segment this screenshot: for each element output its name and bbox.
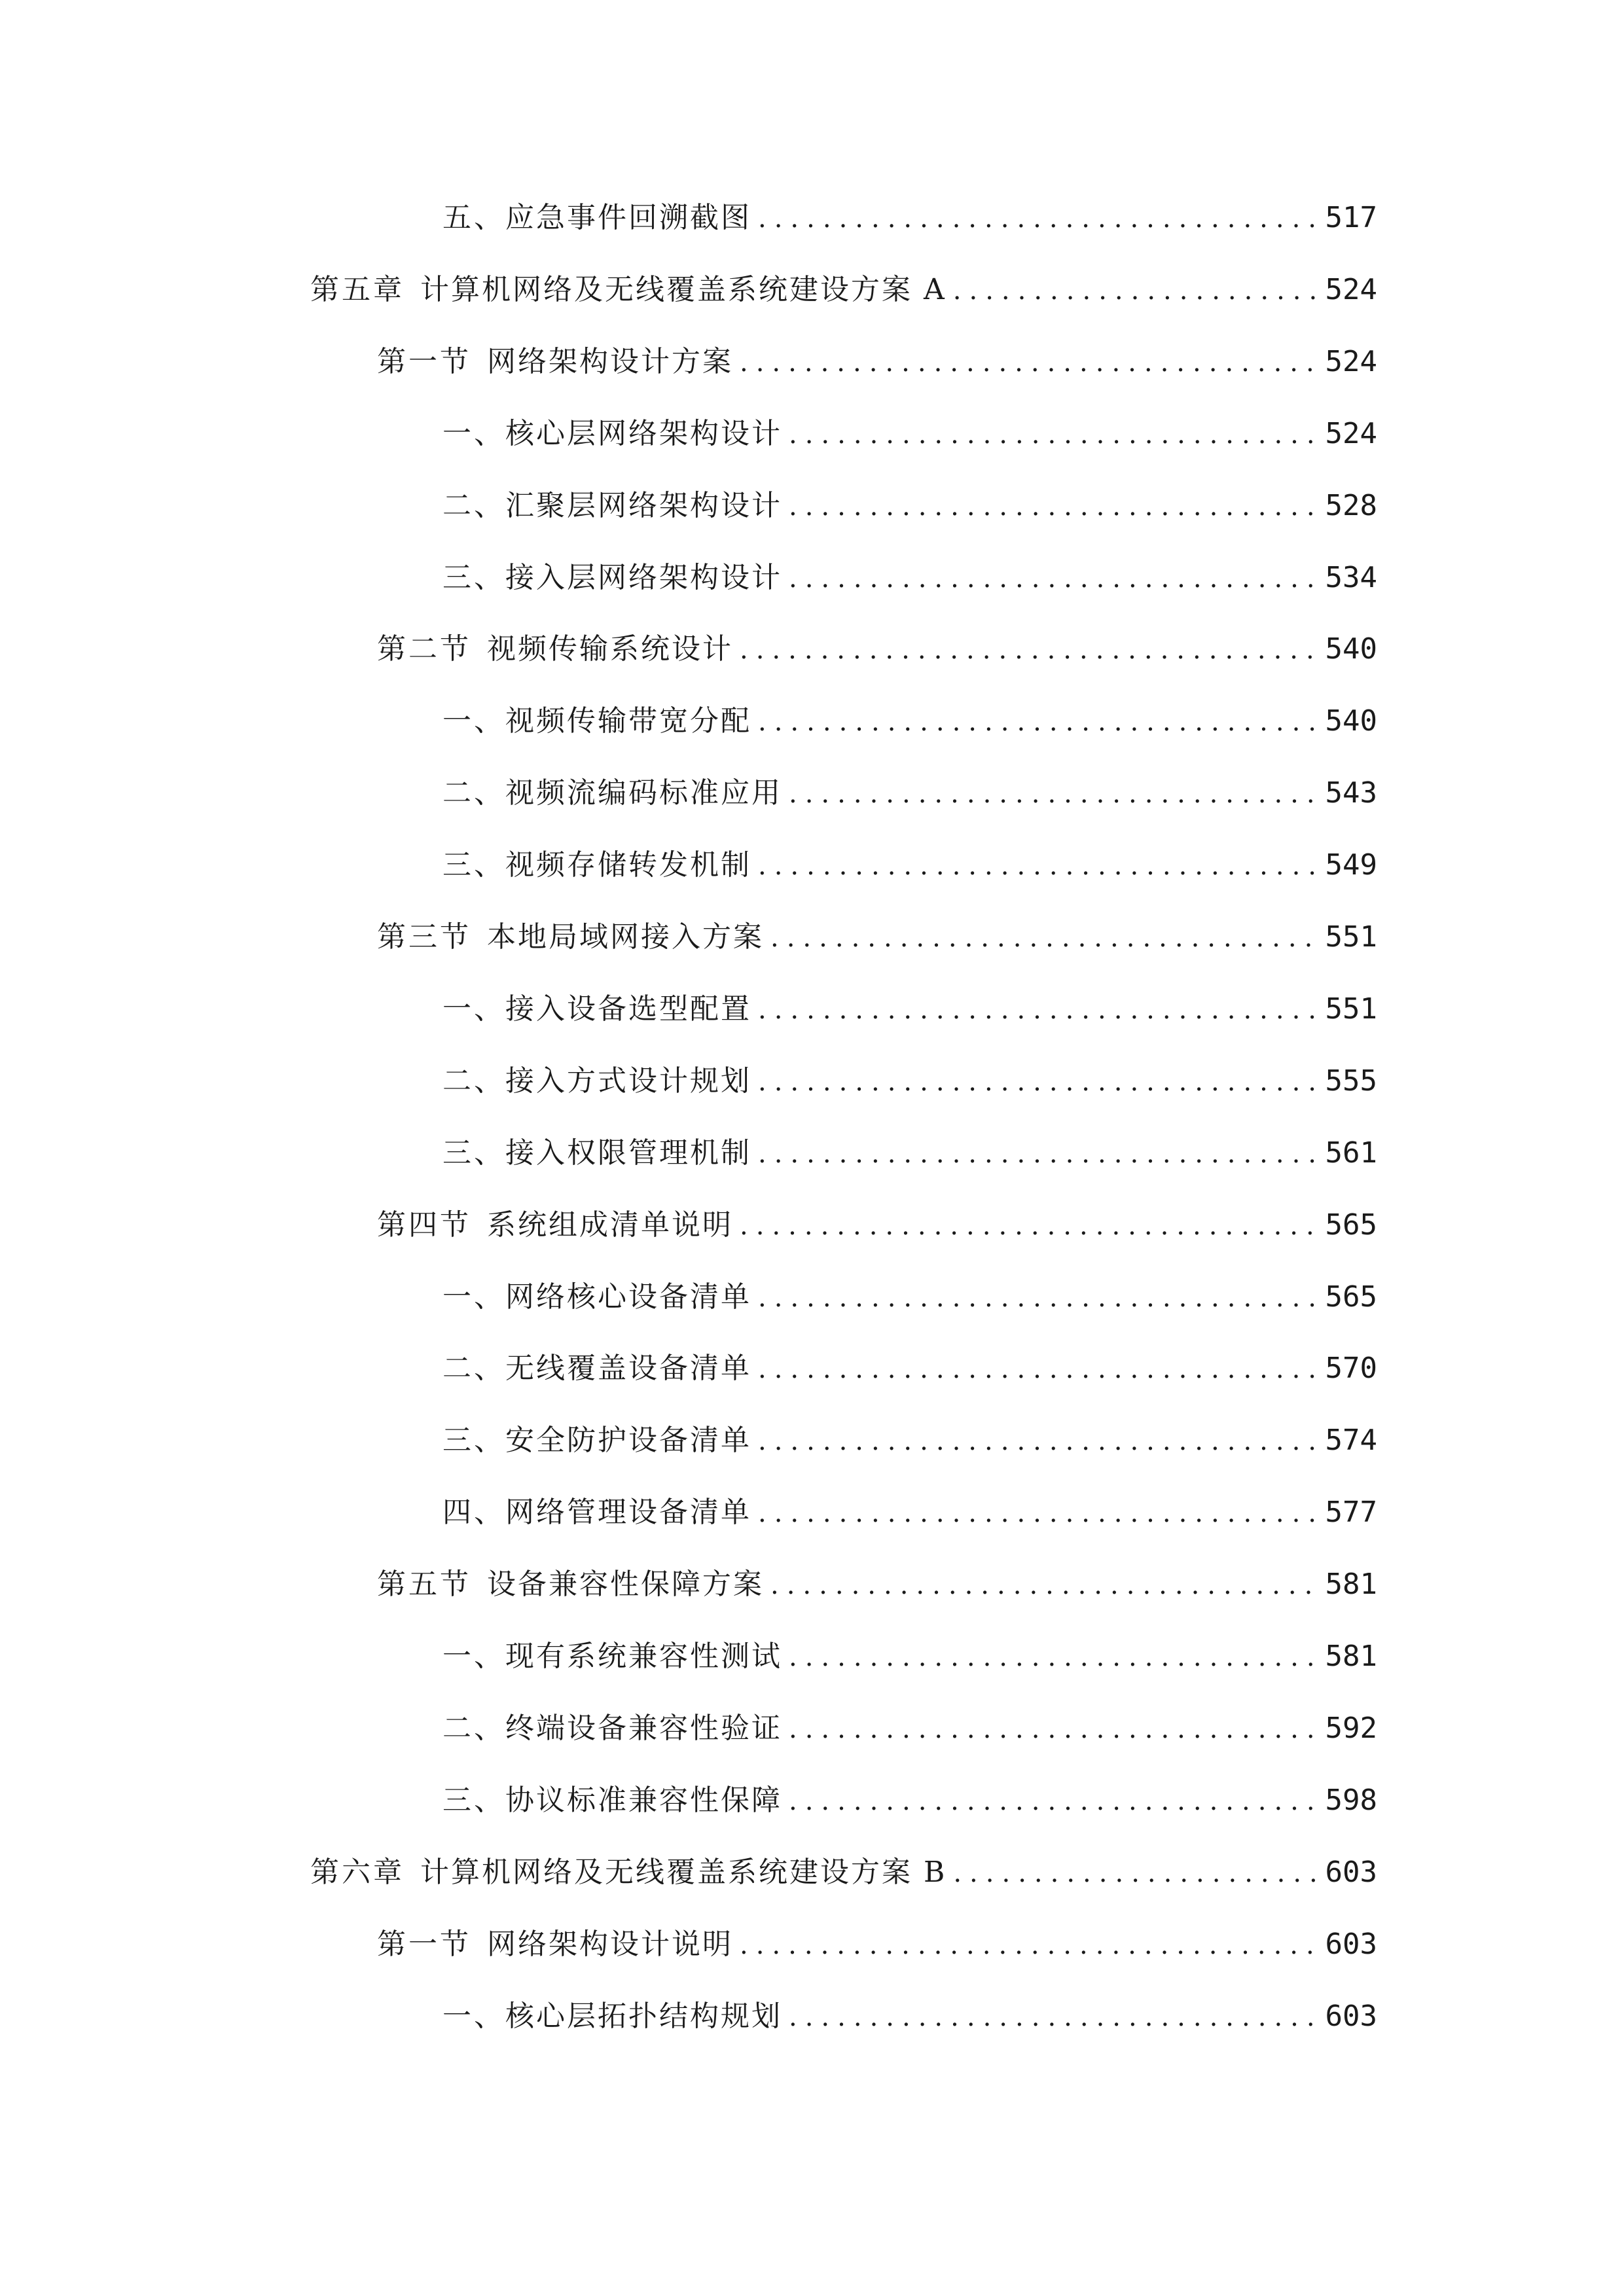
entry-page-number: 603 [1325, 1856, 1377, 1889]
entry-number: 二、 [442, 489, 505, 522]
toc-section-entry[interactable] [377, 336, 1377, 388]
entry-title: 无线覆盖设备清单 [505, 1352, 751, 1385]
entry-number: 四、 [442, 1496, 505, 1529]
dot-leader [789, 408, 1316, 461]
dot-leader [740, 336, 1316, 389]
chapter-number: 第五章 [310, 273, 405, 306]
dot-leader [789, 1775, 1316, 1827]
entry-title: 核心层网络架构设计 [505, 417, 782, 450]
dot-leader [758, 192, 1316, 245]
entry-page-number: 603 [1325, 2000, 1377, 2033]
entry-number: 三、 [442, 1784, 505, 1817]
dot-leader [740, 1919, 1316, 1971]
section-number: 第三节 [377, 920, 471, 954]
dot-leader [758, 1056, 1316, 1108]
toc-entry[interactable] [442, 1055, 1377, 1107]
dot-leader [758, 1415, 1316, 1467]
entry-page-number: 524 [1325, 273, 1377, 306]
entry-page-number: 592 [1325, 1712, 1377, 1745]
entry-page-number: 577 [1325, 1496, 1377, 1529]
entry-number: 二、 [442, 776, 505, 810]
toc-entry[interactable] [442, 552, 1377, 604]
section-title: 设备兼容性保障方案 [487, 1568, 764, 1601]
toc-entry[interactable] [442, 767, 1377, 819]
entry-title: 现有系统兼容性测试 [505, 1640, 782, 1673]
entry-page-number: 574 [1325, 1424, 1377, 1457]
entry-title: 接入层网络架构设计 [505, 561, 782, 594]
dot-leader [953, 1847, 1316, 1899]
dot-leader [758, 984, 1316, 1036]
toc-entry[interactable] [442, 1630, 1377, 1683]
toc-entry[interactable] [442, 1702, 1377, 1755]
entry-page-number: 565 [1325, 1208, 1377, 1242]
entry-number: 三、 [442, 1424, 505, 1457]
entry-title: 安全防护设备清单 [505, 1424, 751, 1457]
entry-number: 五、 [442, 201, 505, 234]
toc-entry[interactable] [442, 1990, 1377, 2043]
dot-leader [758, 1272, 1316, 1324]
dot-leader [789, 1703, 1316, 1755]
toc-entry[interactable] [442, 1271, 1377, 1323]
toc-section-entry[interactable] [377, 623, 1377, 675]
entry-number: 二、 [442, 1712, 505, 1745]
entry-page-number: 517 [1325, 201, 1377, 234]
section-title: 网络架构设计说明 [487, 1928, 733, 1961]
toc-entry[interactable] [442, 983, 1377, 1035]
entry-page-number: 603 [1325, 1928, 1377, 1961]
toc-entry[interactable] [442, 1127, 1377, 1179]
entry-page-number: 551 [1325, 992, 1377, 1026]
dot-leader [789, 480, 1316, 533]
entry-number: 一、 [442, 417, 505, 450]
section-number: 第二节 [377, 632, 471, 666]
dot-leader [789, 1991, 1316, 2043]
section-title: 系统组成清单说明 [487, 1208, 733, 1242]
entry-title: 网络核心设备清单 [505, 1280, 751, 1314]
dot-leader [758, 840, 1316, 892]
toc-entry[interactable] [442, 1486, 1377, 1539]
entry-page-number: 528 [1325, 489, 1377, 522]
entry-title: 协议标准兼容性保障 [505, 1784, 782, 1817]
toc-entry[interactable] [442, 408, 1377, 460]
entry-page-number: 555 [1325, 1064, 1377, 1098]
entry-title: 网络管理设备清单 [505, 1496, 751, 1529]
dot-leader [789, 552, 1316, 605]
entry-number: 一、 [442, 1280, 505, 1314]
entry-title: 接入设备选型配置 [505, 992, 751, 1026]
entry-page-number: 524 [1325, 345, 1377, 378]
entry-number: 一、 [442, 992, 505, 1026]
entry-number: 三、 [442, 561, 505, 594]
toc-chapter-entry[interactable] [310, 264, 1377, 316]
section-number: 第一节 [377, 1928, 471, 1961]
section-number: 第五节 [377, 1568, 471, 1601]
entry-page-number: 540 [1325, 632, 1377, 666]
entry-title: 核心层拓扑结构规划 [505, 2000, 782, 2033]
toc-section-entry[interactable] [377, 1558, 1377, 1611]
entry-title: 终端设备兼容性验证 [505, 1712, 782, 1745]
dot-leader [758, 1343, 1316, 1395]
entry-number: 二、 [442, 1352, 505, 1385]
toc-entry[interactable] [442, 480, 1377, 532]
entry-page-number: 598 [1325, 1784, 1377, 1817]
entry-page-number: 581 [1325, 1568, 1377, 1601]
entry-page-number: 524 [1325, 417, 1377, 450]
dot-leader [758, 696, 1316, 748]
entry-title: 视频流编码标准应用 [505, 776, 782, 810]
entry-title: 视频存储转发机制 [505, 848, 751, 882]
entry-number: 三、 [442, 848, 505, 882]
entry-page-number: 570 [1325, 1352, 1377, 1385]
entry-title: 应急事件回溯截图 [505, 201, 751, 234]
toc-section-entry[interactable] [377, 1199, 1377, 1251]
entry-page-number: 540 [1325, 704, 1377, 738]
entry-number: 一、 [442, 704, 505, 738]
entry-page-number: 561 [1325, 1136, 1377, 1170]
section-title: 视频传输系统设计 [487, 632, 733, 666]
entry-page-number: 581 [1325, 1640, 1377, 1673]
section-number: 第四节 [377, 1208, 471, 1242]
section-title: 网络架构设计方案 [487, 345, 733, 378]
entry-page-number: 534 [1325, 561, 1377, 594]
section-title: 本地局域网接入方案 [487, 920, 764, 954]
entry-number: 三、 [442, 1136, 505, 1170]
entry-title: 接入方式设计规划 [505, 1064, 751, 1098]
toc-entry[interactable] [442, 1342, 1377, 1395]
entry-title: 接入权限管理机制 [505, 1136, 751, 1170]
chapter-title: 计算机网络及无线覆盖系统建设方案 B [420, 1856, 947, 1889]
section-number: 第一节 [377, 345, 471, 378]
entry-title: 视频传输带宽分配 [505, 704, 751, 738]
chapter-title: 计算机网络及无线覆盖系统建设方案 A [420, 273, 947, 306]
entry-page-number: 551 [1325, 920, 1377, 954]
toc-entry[interactable] [442, 695, 1377, 747]
dot-leader [740, 624, 1316, 676]
dot-leader [758, 1487, 1316, 1539]
dot-leader [953, 264, 1316, 317]
toc-section-entry[interactable] [377, 911, 1377, 963]
entry-page-number: 549 [1325, 848, 1377, 882]
entry-number: 二、 [442, 1064, 505, 1098]
entry-number: 一、 [442, 2000, 505, 2033]
entry-page-number: 565 [1325, 1280, 1377, 1314]
toc-chapter-entry[interactable] [310, 1846, 1377, 1899]
toc-entry[interactable] [442, 1414, 1377, 1467]
toc-entry[interactable] [442, 1774, 1377, 1827]
entry-page-number: 543 [1325, 776, 1377, 810]
dot-leader [789, 1631, 1316, 1683]
dot-leader [740, 1200, 1316, 1252]
dot-leader [770, 1559, 1316, 1611]
toc-entry[interactable] [442, 839, 1377, 891]
chapter-number: 第六章 [310, 1856, 405, 1889]
dot-leader [758, 1128, 1316, 1180]
entry-title: 汇聚层网络架构设计 [505, 489, 782, 522]
entry-number: 一、 [442, 1640, 505, 1673]
dot-leader [770, 912, 1316, 964]
toc-entry[interactable] [442, 192, 1377, 244]
toc-section-entry[interactable] [377, 1918, 1377, 1971]
dot-leader [789, 768, 1316, 820]
